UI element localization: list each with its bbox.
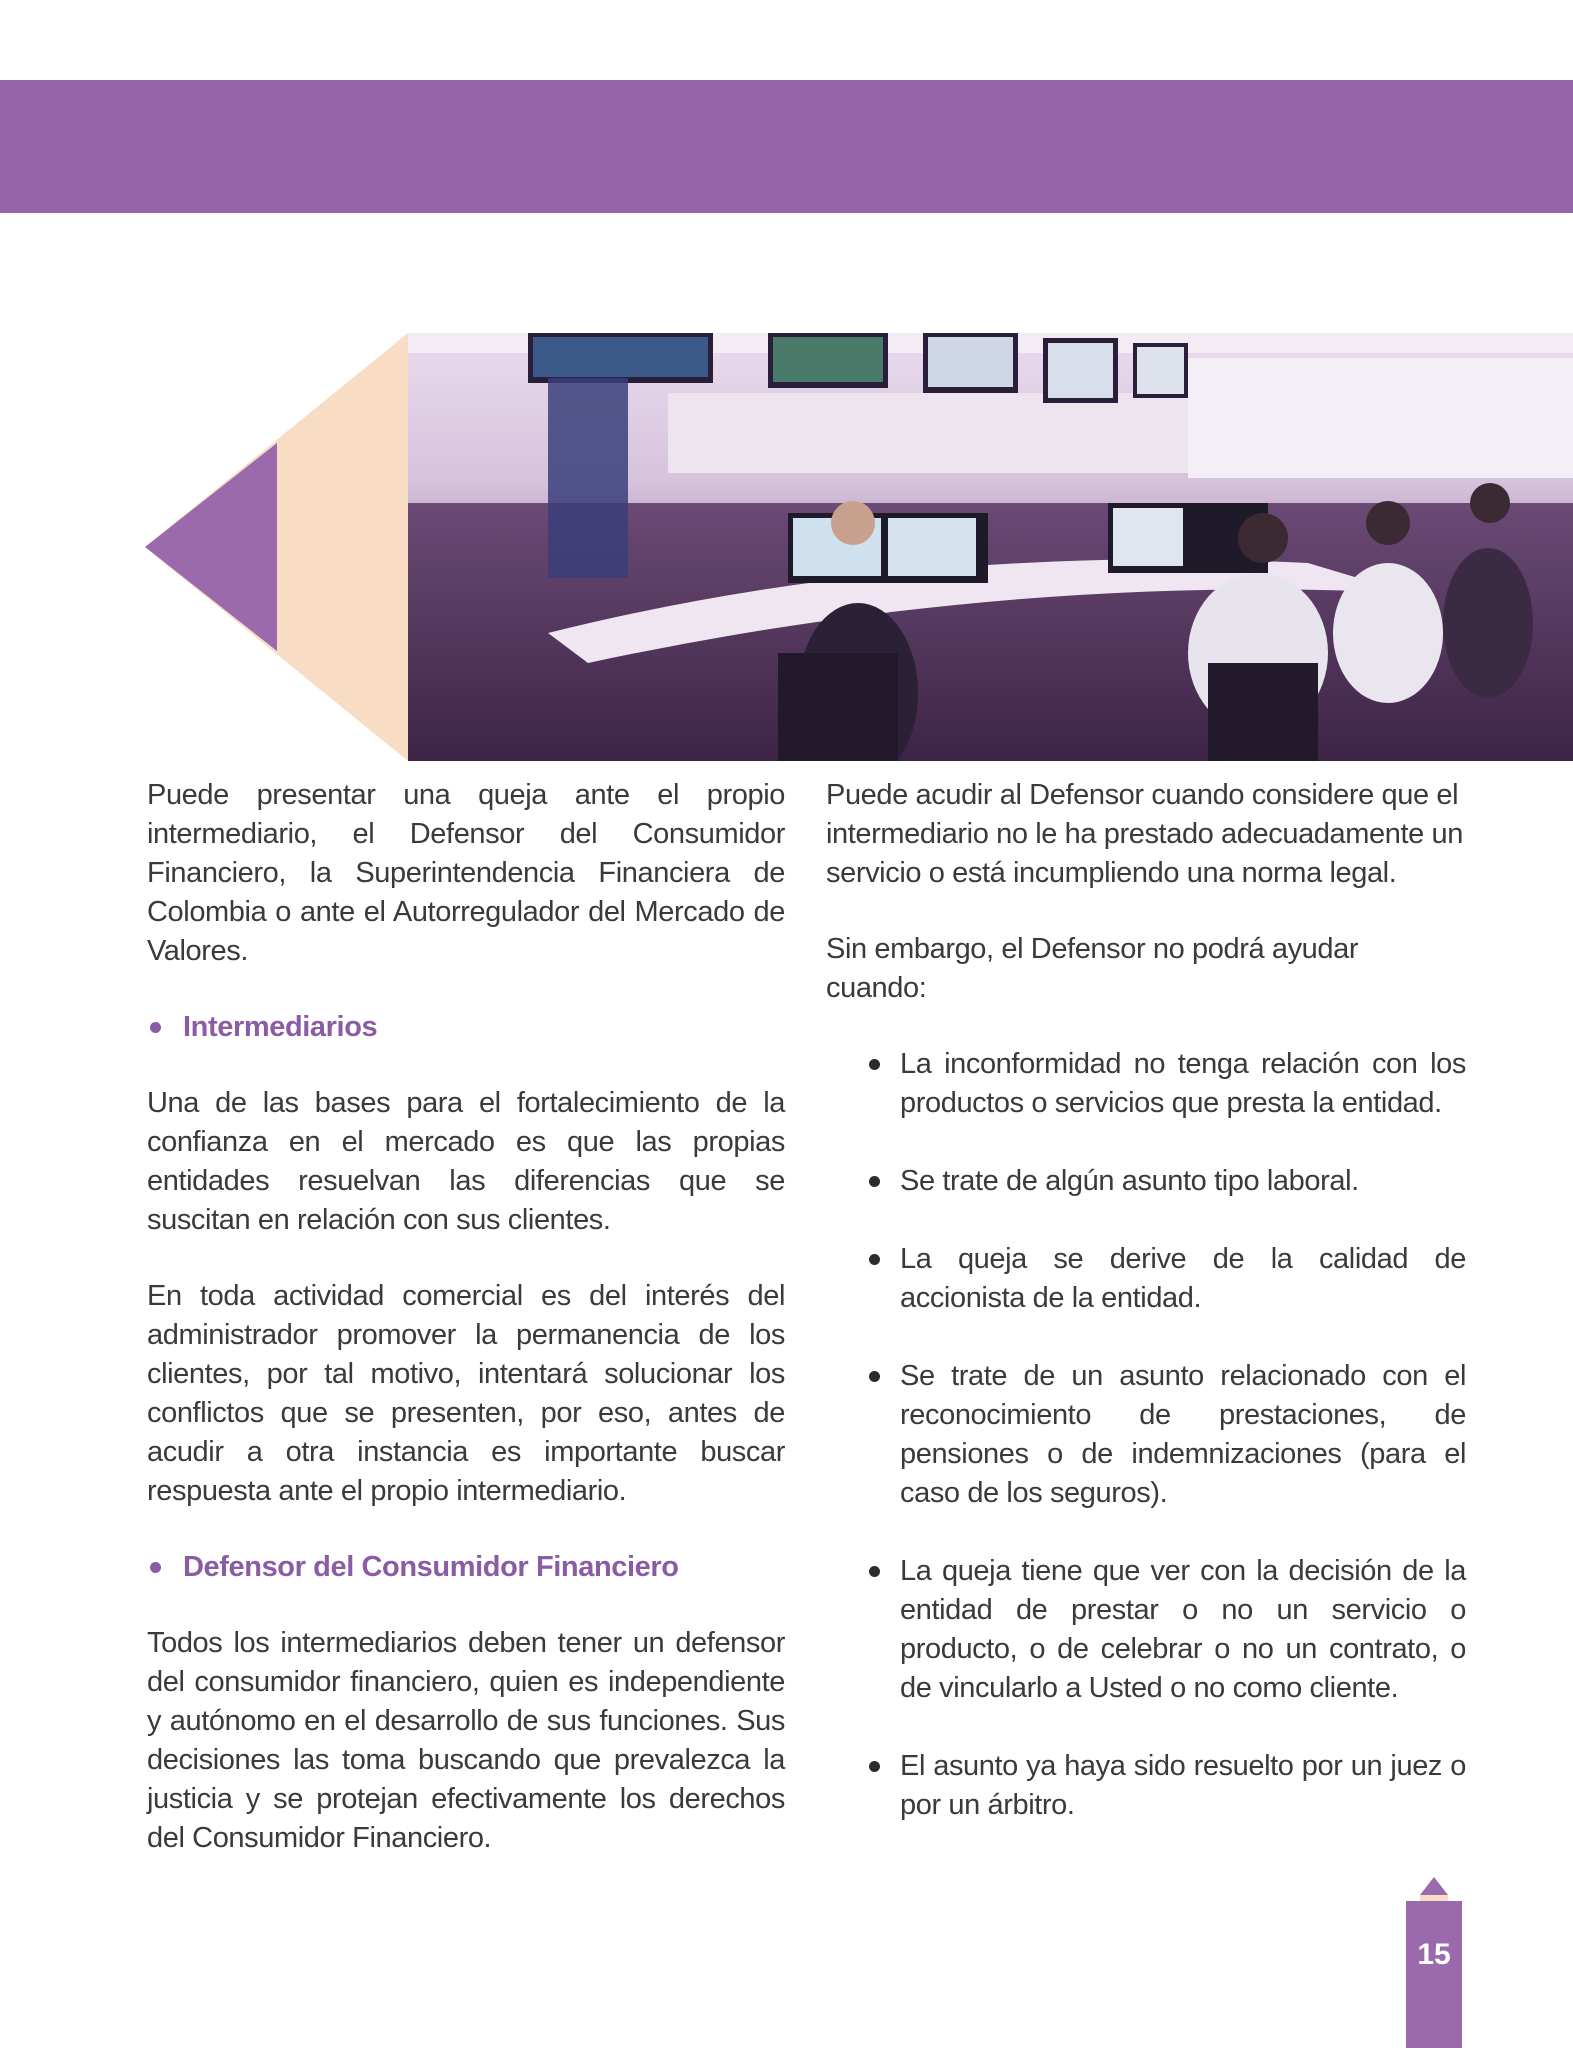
- trading-floor-photo: [408, 333, 1573, 761]
- header-band: [0, 80, 1573, 213]
- section-heading-label: Defensor del Consumidor Financiero: [183, 1551, 679, 1583]
- right-column: [826, 776, 1466, 1864]
- paragraph: Todos los intermediarios deben tener un defensor del consumidor financiero, quien es independiente y autónomo en el desarrollo de sus funciones. Sus decisiones las toma buscando que prevalezca la justicia y se protejan efectivamente los derechos del Consumidor Financiero.: [147, 1627, 785, 1854]
- bullet-icon: [869, 1059, 880, 1070]
- lead-sentence: Sin embargo, el Defensor no podrá ayudar cuando:: [826, 933, 1359, 1004]
- paragraph: Una de las bases para el fortalecimiento de la confianza en el mercado es que las propias entidades resuelvan las diferencias que se suscitan en relación con sus clientes.: [147, 1087, 785, 1236]
- section-heading-intermediarios: [147, 1008, 785, 1047]
- list-item: La queja tiene que ver con la decisión de la entidad de prestar o no un servicio o producto, o de celebrar o no un contrato, o de vincularlo a Usted o no como cliente.: [826, 1552, 1466, 1708]
- paragraph: En toda actividad comercial es del interés del administrador promover la permanencia de los clientes, por tal motivo, intentará solucionar los conflictos que se presenten, por eso, antes de acudir a otra instancia es importante buscar respuesta ante el propio intermediario.: [147, 1280, 785, 1507]
- page-number: 15: [1417, 1938, 1451, 1971]
- list-item: Se trate de un asunto relacionado con el reconocimiento de prestaciones, de pensiones o de indemnizaciones (para el caso de los seguros).: [826, 1357, 1466, 1513]
- bullet-icon: [869, 1176, 880, 1187]
- bullet-icon: [150, 1562, 161, 1573]
- intro-paragraph: Puede presentar una queja ante el propio intermediario, el Defensor del Consumidor Financiero, la Superintendencia Financiera de Colombia o ante el Autorregulador del Mercado de Valores.: [147, 779, 785, 967]
- section-heading-label: Intermediarios: [183, 1011, 378, 1043]
- left-column: [147, 776, 785, 1858]
- intro-paragraph: Puede acudir al Defensor cuando considere que el intermediario no le ha prestado adecuadamente un servicio o está incumpliendo una norma legal.: [826, 779, 1463, 889]
- pencil-tip-graphic: [145, 333, 415, 761]
- bullet-icon: [869, 1566, 880, 1577]
- bullet-icon: [869, 1371, 880, 1382]
- bullet-icon: [869, 1761, 880, 1772]
- section-heading-defensor: [147, 1548, 785, 1587]
- list-item: La inconformidad no tenga relación con los productos o servicios que presta la entidad.: [826, 1045, 1466, 1123]
- bullet-icon: [869, 1254, 880, 1265]
- exceptions-list: [826, 1045, 1466, 1825]
- list-item: El asunto ya haya sido resuelto por un juez o por un árbitro.: [826, 1747, 1466, 1825]
- list-item: La queja se derive de la calidad de accionista de la entidad.: [826, 1240, 1466, 1318]
- bullet-icon: [150, 1022, 161, 1033]
- list-item: Se trate de algún asunto tipo laboral.: [826, 1162, 1466, 1201]
